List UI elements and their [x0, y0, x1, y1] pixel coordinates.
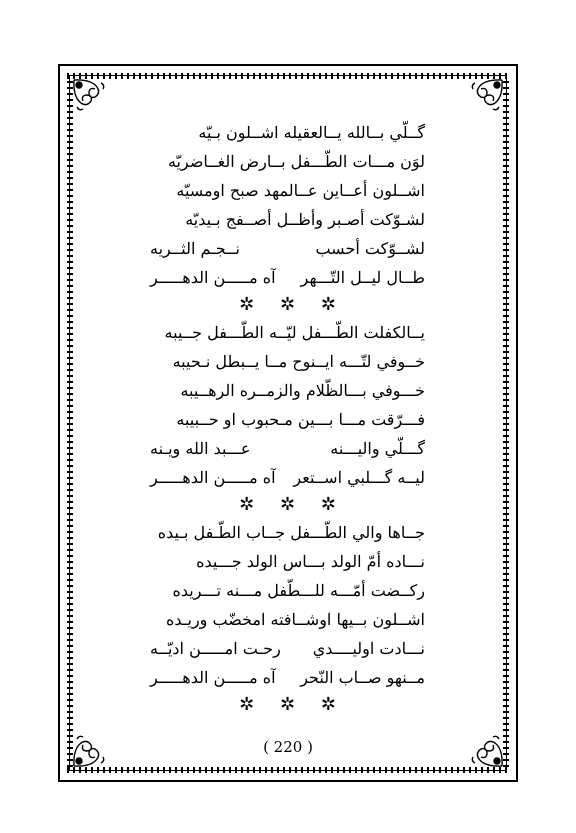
corner-ornament-top-left	[71, 77, 109, 115]
hemistich-first: ليــه گـــلبي اســتعر	[293, 468, 425, 487]
hemistich-first: طــال ليــل التّـــهر	[300, 268, 425, 287]
stanza-separator-stars: ✲ ✲ ✲	[239, 294, 346, 315]
poem-line: يــالكفلت الطّـــفل ليّــه الطّـــفل جــيبه	[164, 323, 425, 342]
poem-line-split	[150, 634, 425, 663]
page-number: ( 220 )	[263, 738, 313, 756]
hemistich-first: گـــلّي واليـــنه	[330, 439, 425, 458]
poem-line: خـــوفي بـــالظّلام والزمــره الرهــيبه	[180, 381, 425, 400]
stanza-separator-stars: ✲ ✲ ✲	[239, 494, 346, 515]
poem-line: اشــلون بــيها اوشــافته امخضّب وريـده	[166, 610, 425, 629]
poem-line: خــوفي لتّـــه ايــنوح مــا يــبطل نـحيبه	[172, 352, 425, 371]
hemistich-second: رحـت امـــــن اديّــه	[150, 639, 281, 658]
poem-line-split	[150, 434, 425, 463]
poem-line: گــلّي بــالله يــالعقيله اشــلون بـيّه	[198, 123, 425, 142]
poem	[150, 118, 425, 718]
poem-line: لوَن مـــات الطّـــفل بــارض الغــاضريّه	[167, 152, 425, 171]
hemistich-second: عـــبد الله ويـنه	[150, 439, 251, 458]
poem-line: جــاها والي الطّـــفل جــاب الطّـفل بـيده	[157, 523, 425, 542]
hemistich-first: نـــادت اوليــــدي	[312, 639, 425, 658]
hemistich-second: آه مـــــن الدهـــــر	[150, 468, 276, 487]
stanza	[150, 118, 425, 318]
poem-line-split	[150, 234, 425, 263]
stanza-separator-stars: ✲ ✲ ✲	[239, 694, 346, 715]
poem-line: اشــلون أعــاين عــالمهد صبح اومسيّه	[176, 181, 425, 200]
poem-line: ركــضت أمّـــه للـــطّفل مـــنه تـــريده	[172, 581, 425, 600]
poem-line: فـــرّقت مـــا بـــين مـحبوب او حــبيبه	[176, 410, 425, 429]
hemistich-first: مــنهو صــاب النّحر	[300, 668, 425, 687]
poem-line-split	[150, 663, 425, 692]
poem-line-split	[150, 263, 425, 292]
poem-line: لشـوّكت أصـبر وأظــل أصــفج بـيديّه	[185, 210, 425, 229]
hemistich-first: لشــوّكت أحسب	[315, 239, 425, 258]
hemistich-second: نــجـم الثــريه	[150, 239, 240, 258]
hemistich-second: آه مـــــن الدهـــــر	[150, 668, 276, 687]
stanza	[150, 518, 425, 718]
hemistich-second: آه مـــــن الدهـــــر	[150, 268, 276, 287]
poem-line: نـــاده أمّ الولد بـــاس الولد جـــيده	[196, 552, 425, 571]
poem-line-split	[150, 463, 425, 492]
stanza	[150, 318, 425, 518]
corner-ornament-top-right	[467, 77, 505, 115]
